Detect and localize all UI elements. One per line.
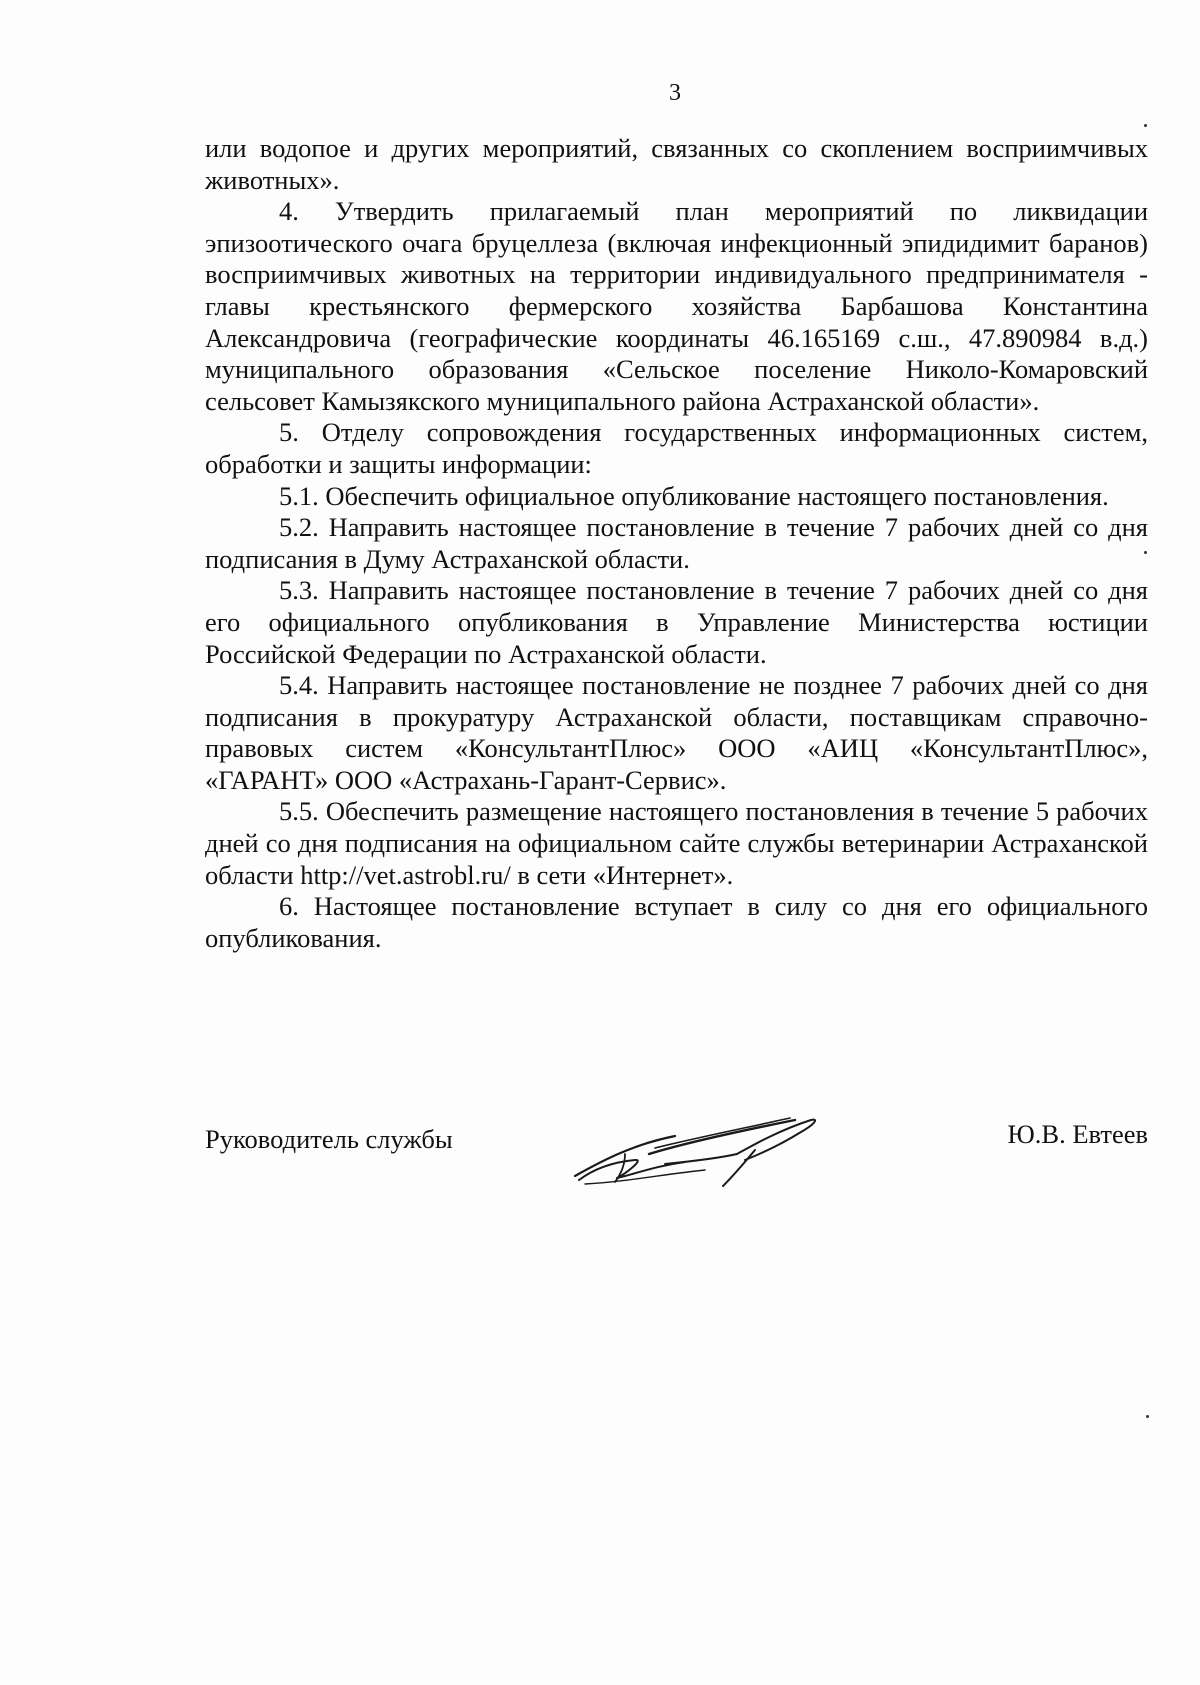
paragraph-item-5-3: 5.3. Направить настоящее постановление в течение 7 рабочих дней со дня его официального опубликования в Управление Министерства юстиции Российской Федерации по Астраханской области. xyxy=(205,575,1148,669)
document-body xyxy=(205,133,1148,954)
paragraph-item-5-2: 5.2. Направить настоящее постановление в течение 7 рабочих дней со дня подписания в Думу Астраханской области. xyxy=(205,512,1148,574)
scan-speck xyxy=(1144,124,1147,127)
signature-block xyxy=(205,1110,1148,1200)
signatory-name: Ю.В. Евтеев xyxy=(1007,1119,1148,1149)
signatory-title: Руководитель службы xyxy=(205,1124,453,1154)
paragraph-item-5-5: 5.5. Обеспечить размещение настоящего постановления в течение 5 рабочих дней со дня подписания на официальном сайте службы ветеринарии Астраханской области http://vet.astrobl.ru/ в сети «Интернет». xyxy=(205,796,1148,890)
paragraph-item-5-1: 5.1. Обеспечить официальное опубликование настоящего постановления. xyxy=(279,480,1109,511)
paragraph-item-6: 6. Настоящее постановление вступает в силу со дня его официального опубликования. xyxy=(205,891,1148,953)
page-number: 3 xyxy=(669,80,681,106)
scan-speck xyxy=(1144,551,1147,554)
paragraph-item-5-4: 5.4. Направить настоящее постановление не позднее 7 рабочих дней со дня подписания в прокуратуру Астраханской области, поставщикам справочно-правовых систем «КонсультантПлюс» ООО «АИЦ «КонсультантПлюс», «ГАРАНТ» ООО «Астрахань-Гарант-Сервис». xyxy=(205,670,1148,795)
handwritten-signature xyxy=(565,1104,845,1194)
paragraph-item-5: 5. Отделу сопровождения государственных информационных систем, обработки и защиты информации: xyxy=(205,417,1148,479)
scan-speck xyxy=(1146,1415,1149,1418)
paragraph-continuation: или водопое и других мероприятий, связанных со скоплением восприимчивых животных». xyxy=(205,133,1148,195)
paragraph-item-4: 4. Утвердить прилагаемый план мероприятий по ликвидации эпизоотического очага бруцеллеза (включая инфекционный эпидидимит баранов) восприимчивых животных на территории индивидуального предпринимателя - главы крестьянского фермерского хозяйства Барбашова Константина Александровича (географические координаты 46.165169 с.ш., 47.890984 в.д.) муниципального образования «Сельское поселение Николо-Комаровский сельсовет Камызякского муниципального района Астраханской области». xyxy=(205,196,1148,416)
